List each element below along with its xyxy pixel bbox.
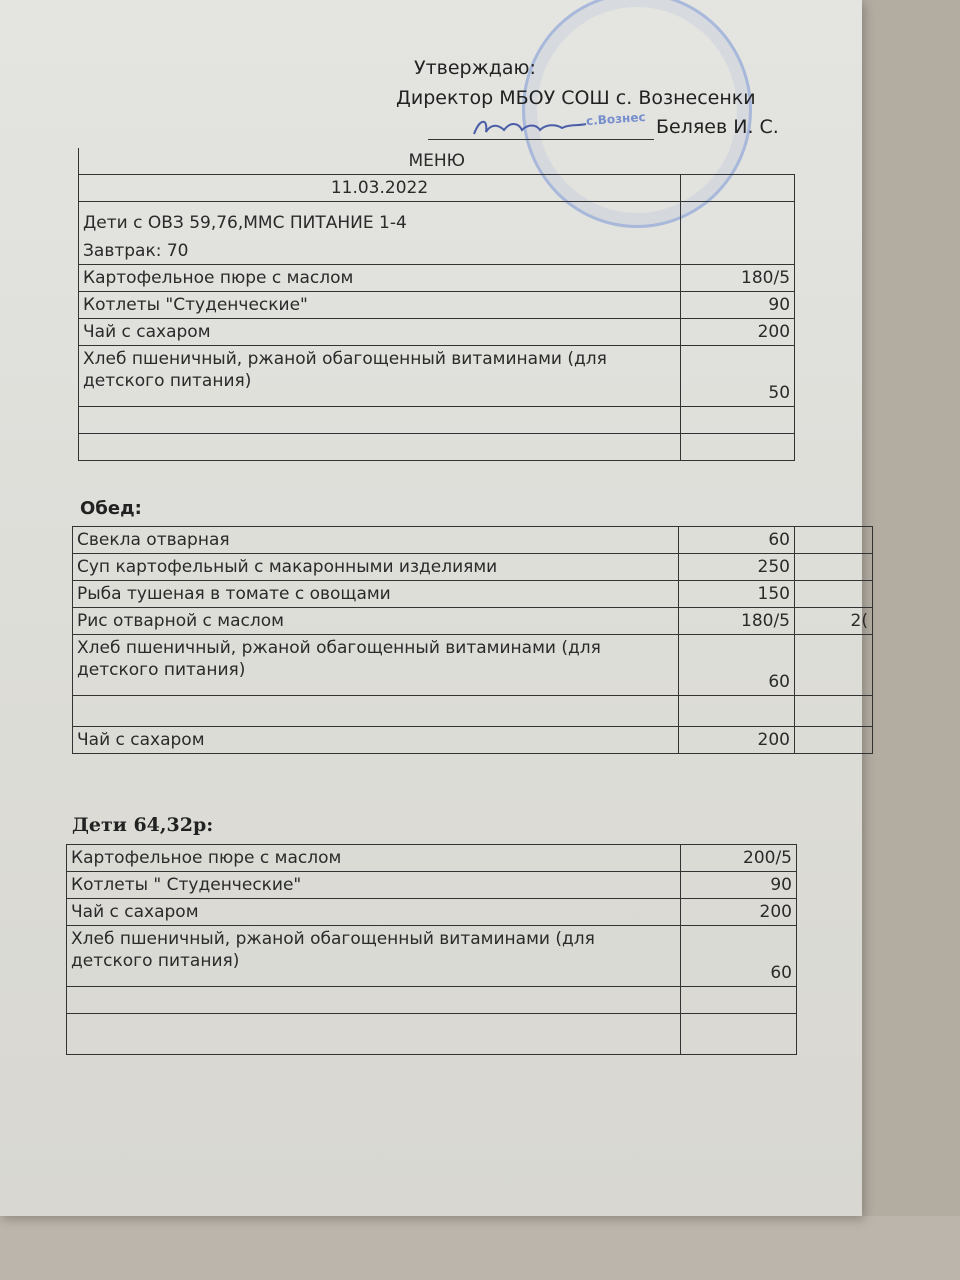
dish-extra	[795, 581, 873, 608]
dish-extra: 2(	[795, 608, 873, 635]
lunch-title: Обед:	[80, 498, 142, 519]
director-line: Директор МБОУ СОШ с. Вознесенки	[396, 87, 756, 109]
dish-extra	[795, 527, 873, 554]
table-row	[73, 527, 873, 554]
dish-name: Картофельное пюре с маслом	[67, 845, 681, 872]
table-row	[67, 872, 797, 899]
table-row	[67, 926, 797, 987]
dish-name: Хлеб пшеничный, ржаной обагощенный витаминами (для детского питания)	[79, 346, 681, 407]
dish-amount: 60	[681, 926, 797, 987]
table-row	[79, 265, 795, 292]
dish-amount: 180/5	[681, 265, 795, 292]
table-row	[67, 1014, 797, 1055]
dish-name: Чай с сахаром	[67, 899, 681, 926]
dish-name: Чай с сахаром	[79, 319, 681, 346]
table-row	[73, 608, 873, 635]
table-row	[79, 292, 795, 319]
dish-name: Картофельное пюре с маслом	[79, 265, 681, 292]
kids-table	[66, 844, 797, 1055]
dish-name: Котлеты "Студенческие"	[79, 292, 681, 319]
dish-amount: 200	[679, 727, 795, 754]
table-row	[67, 845, 797, 872]
dish-amount: 200	[681, 319, 795, 346]
dish-name: Свекла отварная	[73, 527, 679, 554]
lunch-table	[72, 526, 873, 754]
dish-name: Суп картофельный с макаронными изделиями	[73, 554, 679, 581]
group-line: Дети с ОВЗ 59,76,ММС ПИТАНИЕ 1-4	[83, 213, 407, 233]
dish-name: Хлеб пшеничный, ржаной обагощенный витаминами (для детского питания)	[73, 635, 679, 696]
dish-amount: 60	[679, 635, 795, 696]
dish-name: Рис отварной с маслом	[73, 608, 679, 635]
table-row	[73, 635, 873, 696]
table-row	[79, 407, 795, 434]
dish-extra	[795, 554, 873, 581]
dish-extra	[795, 727, 873, 754]
background-surface-bottom	[0, 1216, 960, 1280]
table-row	[73, 727, 873, 754]
table-row	[79, 319, 795, 346]
dish-amount: 180/5	[679, 608, 795, 635]
menu-date: 11.03.2022	[79, 175, 681, 202]
table-row	[79, 434, 795, 461]
director-name: Беляев И. С.	[656, 116, 779, 138]
empty-cell	[681, 175, 795, 202]
table-row	[79, 148, 795, 175]
dish-amount: 200/5	[681, 845, 797, 872]
dish-extra	[795, 635, 873, 696]
background-surface	[862, 0, 960, 1216]
dish-amount: 50	[681, 346, 795, 407]
dish-amount: 90	[681, 292, 795, 319]
group-info-cell	[79, 202, 681, 265]
stamp-text: с.Вознес	[585, 109, 646, 129]
table-row	[73, 696, 873, 727]
table-row	[73, 581, 873, 608]
dish-name: Хлеб пшеничный, ржаной обагощенный витаминами (для детского питания)	[67, 926, 681, 987]
empty-cell	[681, 202, 795, 265]
dish-amount: 60	[679, 527, 795, 554]
dish-name: Котлеты " Студенческие"	[67, 872, 681, 899]
dish-name: Чай с сахаром	[73, 727, 679, 754]
breakfast-line: Завтрак: 70	[83, 241, 189, 261]
table-row	[73, 554, 873, 581]
menu-title: МЕНЮ	[79, 148, 795, 175]
dish-amount: 90	[681, 872, 797, 899]
kids-title: Дети 64,32р:	[72, 814, 214, 836]
dish-amount: 250	[679, 554, 795, 581]
dish-amount: 200	[681, 899, 797, 926]
dish-name: Рыба тушеная в томате с овощами	[73, 581, 679, 608]
handwritten-signature	[470, 112, 590, 142]
table-row	[79, 346, 795, 407]
approve-label: Утверждаю:	[414, 57, 536, 79]
table-row	[79, 175, 795, 202]
table-row	[67, 899, 797, 926]
breakfast-table	[78, 148, 795, 461]
dish-amount: 150	[679, 581, 795, 608]
table-row	[79, 202, 795, 265]
table-row	[67, 987, 797, 1014]
